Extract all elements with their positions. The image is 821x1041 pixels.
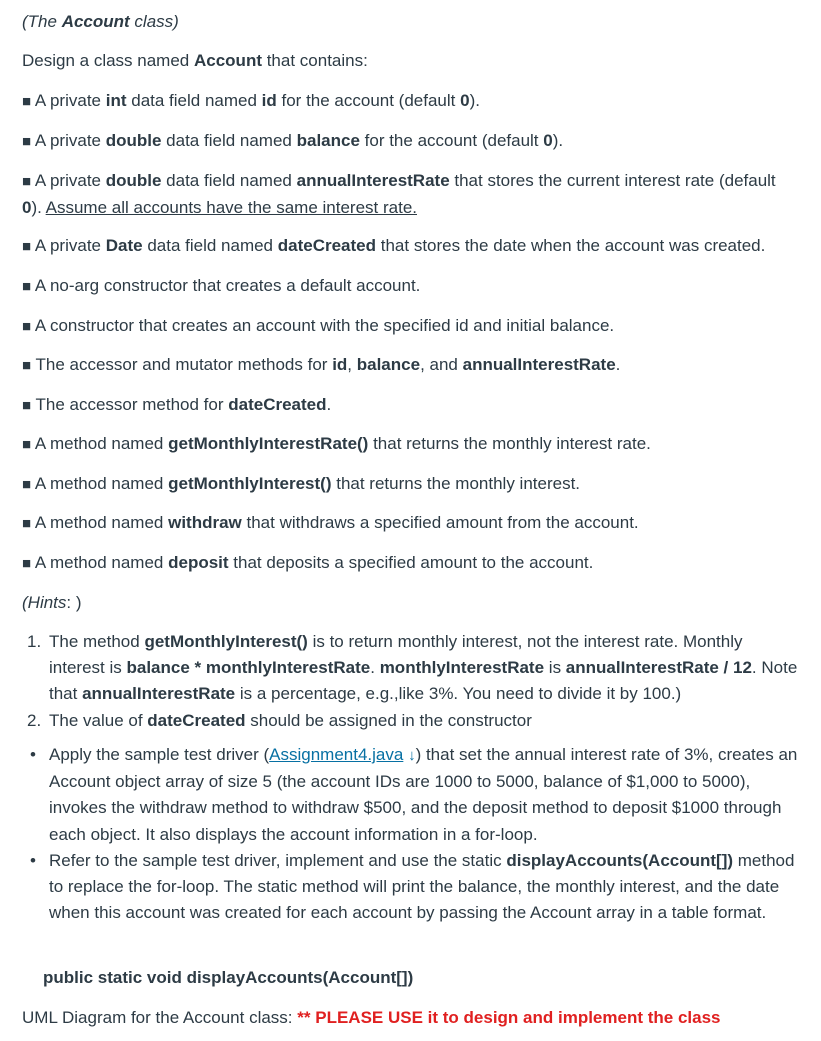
square-bullet-icon: ■ <box>22 173 32 190</box>
list-item: ■ A private int data field named id for the account (default 0). <box>22 91 480 110</box>
list-item: ■ A private double data field named balance for the account (default 0). <box>22 131 564 150</box>
square-bullet-icon: ■ <box>22 318 32 335</box>
task-item: • Refer to the sample test driver, implement and use the static displayAccounts(Account[]) method to replace the for-loop. The static method will print the balance, the monthly interest, and the date when this account was created for each account by passing the Account array in a table format. <box>22 848 801 927</box>
hints-list <box>22 629 801 734</box>
hint-item: 2. The value of dateCreated should be assigned in the constructor <box>27 710 532 730</box>
list-item: ■ A method named deposit that deposits a specified amount to the account. <box>22 553 594 572</box>
square-bullet-icon: ■ <box>22 555 32 572</box>
list-item: ■ The accessor method for dateCreated. <box>22 395 332 414</box>
hints-label: (Hints: ) <box>22 593 82 612</box>
square-bullet-icon: ■ <box>22 133 32 150</box>
same-rate-note: Assume all accounts have the same interest rate. <box>45 198 417 217</box>
square-bullet-icon: ■ <box>22 238 32 255</box>
square-bullet-icon: ■ <box>22 436 32 453</box>
method-signature: public static void displayAccounts(Account[]) <box>43 968 414 987</box>
list-item: ■ The accessor and mutator methods for id, balance, and annualInterestRate. <box>22 355 621 374</box>
square-bullet-icon: ■ <box>22 476 32 493</box>
hint-item: 1. The method getMonthlyInterest() is to return monthly interest, not the interest rate. Monthly interest is balance * monthlyInterestRate. monthlyInterestRate is annualInterestRate / 12. Note that annualInterestRate is a percentage, e.g.,like 3%. You need to divide it by 100.) <box>27 632 798 704</box>
list-item: ■ A private double data field named annualInterestRate that stores the current interest rate (default 0). Assume all accounts have the same interest rate. <box>22 171 776 217</box>
download-icon[interactable]: ↓ <box>408 747 416 764</box>
section-title: (The Account class) <box>22 12 179 31</box>
list-item: ■ A method named withdraw that withdraws a specified amount from the account. <box>22 513 639 532</box>
bullet-dot-icon: • <box>30 850 36 870</box>
list-item: ■ A method named getMonthlyInterest() that returns the monthly interest. <box>22 474 581 493</box>
square-bullet-icon: ■ <box>22 515 32 532</box>
task-item: • Apply the sample test driver (Assignment4.java ↓) that set the annual interest rate of 3%, creates an Account object array of size 5 (the account IDs are 1000 to 5000, balance of $1,000 to 5000), invokes the withdraw method to withdraw $500, and the deposit method to deposit $1000 through each object. It also displays the account information in a for-loop. <box>22 742 801 848</box>
task-bullets <box>22 742 801 926</box>
list-item: ■ A no-arg constructor that creates a default account. <box>22 276 421 295</box>
list-item: ■ A private Date data field named dateCreated that stores the date when the account was created. <box>22 236 766 255</box>
list-item: ■ A method named getMonthlyInterestRate() that returns the monthly interest rate. <box>22 434 651 453</box>
list-item: ■ A constructor that creates an account with the specified id and initial balance. <box>22 316 615 335</box>
square-bullet-icon: ■ <box>22 278 32 295</box>
uml-note: UML Diagram for the Account class: ** PLEASE USE it to design and implement the class <box>22 1008 721 1027</box>
bullet-dot-icon: • <box>30 745 36 764</box>
square-bullet-icon: ■ <box>22 357 32 374</box>
assignment4-java-link[interactable]: Assignment4.java <box>269 745 404 764</box>
square-bullet-icon: ■ <box>22 93 32 110</box>
square-bullet-icon: ■ <box>22 397 32 414</box>
intro-text: Design a class named Account that contains: <box>22 51 368 70</box>
